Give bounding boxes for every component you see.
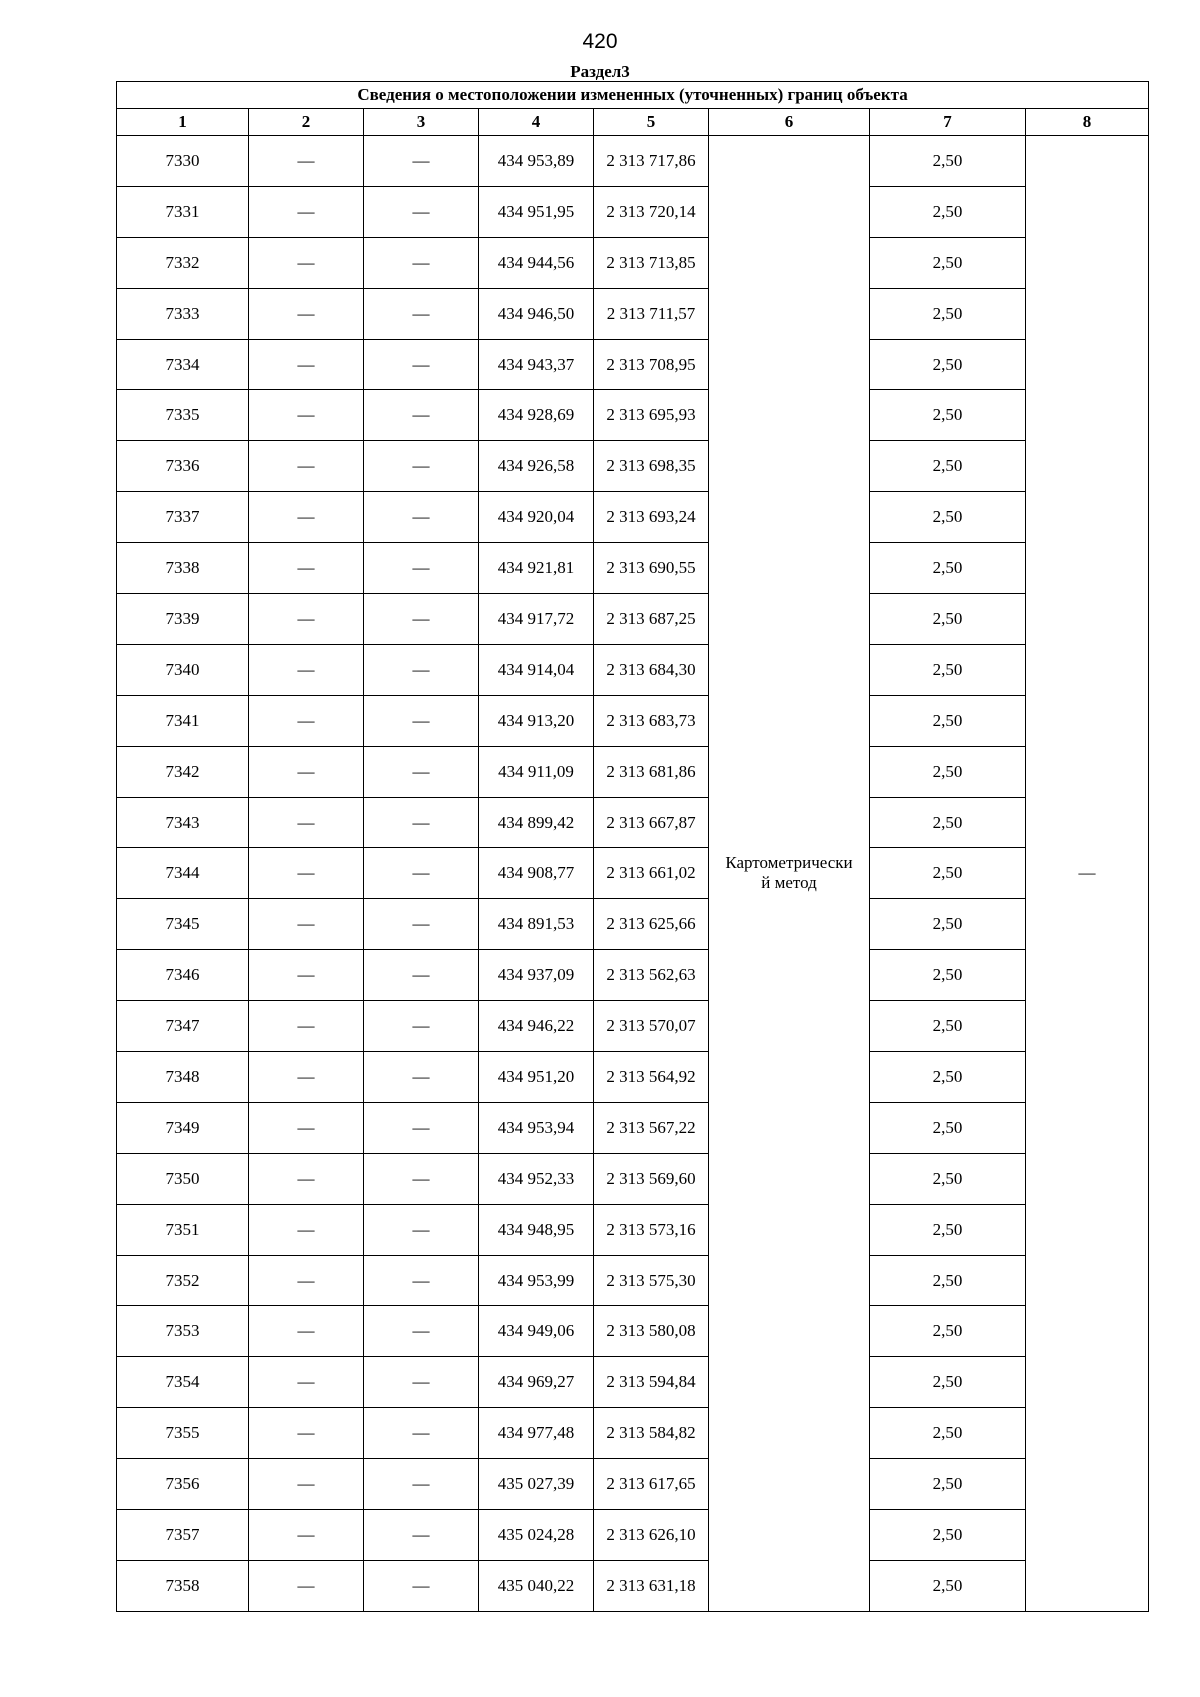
table-row: [117, 899, 1149, 950]
method-cell: [709, 136, 870, 1612]
col2-cell: —: [249, 1052, 364, 1103]
table-row: [117, 390, 1149, 441]
table-row: [117, 848, 1149, 899]
col3-cell: —: [364, 543, 479, 594]
table-row: [117, 1001, 1149, 1052]
table-row: [117, 543, 1149, 594]
y-coordinate-cell: 2 313 584,82: [594, 1408, 709, 1459]
accuracy-cell: 2,50: [870, 1001, 1026, 1052]
accuracy-cell: 2,50: [870, 1052, 1026, 1103]
column-header: 6: [709, 109, 870, 136]
point-number-cell: 7351: [117, 1204, 249, 1255]
col2-cell: —: [249, 492, 364, 543]
col2-cell: —: [249, 136, 364, 187]
col3-cell: —: [364, 441, 479, 492]
point-number-cell: 7347: [117, 1001, 249, 1052]
accuracy-cell: 2,50: [870, 1204, 1026, 1255]
col3-cell: —: [364, 1510, 479, 1561]
col2-cell: —: [249, 441, 364, 492]
accuracy-cell: 2,50: [870, 1255, 1026, 1306]
column-header: 2: [249, 109, 364, 136]
col2-cell: —: [249, 594, 364, 645]
col3-cell: —: [364, 950, 479, 1001]
accuracy-cell: 2,50: [870, 136, 1026, 187]
x-coordinate-cell: 434 891,53: [479, 899, 594, 950]
x-coordinate-cell: 434 926,58: [479, 441, 594, 492]
accuracy-cell: 2,50: [870, 1102, 1026, 1153]
point-number-cell: 7340: [117, 644, 249, 695]
x-coordinate-cell: 434 953,89: [479, 136, 594, 187]
accuracy-cell: 2,50: [870, 1560, 1026, 1611]
x-coordinate-cell: 434 899,42: [479, 797, 594, 848]
y-coordinate-cell: 2 313 695,93: [594, 390, 709, 441]
x-coordinate-cell: 434 908,77: [479, 848, 594, 899]
col2-cell: —: [249, 1459, 364, 1510]
y-coordinate-cell: 2 313 720,14: [594, 186, 709, 237]
accuracy-cell: 2,50: [870, 1510, 1026, 1561]
col2-cell: —: [249, 1001, 364, 1052]
accuracy-cell: 2,50: [870, 237, 1026, 288]
col3-cell: —: [364, 1255, 479, 1306]
y-coordinate-cell: 2 313 575,30: [594, 1255, 709, 1306]
table-row: [117, 339, 1149, 390]
table-row: [117, 186, 1149, 237]
table-row: [117, 136, 1149, 187]
table-row: [117, 1357, 1149, 1408]
col3-cell: —: [364, 1102, 479, 1153]
x-coordinate-cell: 434 951,20: [479, 1052, 594, 1103]
table-row: [117, 1102, 1149, 1153]
table-row: [117, 1408, 1149, 1459]
table-row: [117, 1153, 1149, 1204]
accuracy-cell: 2,50: [870, 848, 1026, 899]
table-row: [117, 695, 1149, 746]
col3-cell: —: [364, 237, 479, 288]
point-number-cell: 7338: [117, 543, 249, 594]
x-coordinate-cell: 434 953,99: [479, 1255, 594, 1306]
y-coordinate-cell: 2 313 564,92: [594, 1052, 709, 1103]
accuracy-cell: 2,50: [870, 339, 1026, 390]
col3-cell: —: [364, 136, 479, 187]
col2-cell: —: [249, 644, 364, 695]
x-coordinate-cell: 434 944,56: [479, 237, 594, 288]
col3-cell: —: [364, 644, 479, 695]
col3-cell: —: [364, 1560, 479, 1611]
col2-cell: —: [249, 339, 364, 390]
table-row: [117, 1052, 1149, 1103]
table-row: [117, 441, 1149, 492]
point-number-cell: 7341: [117, 695, 249, 746]
col2-cell: —: [249, 390, 364, 441]
x-coordinate-cell: 434 953,94: [479, 1102, 594, 1153]
table-row: [117, 1459, 1149, 1510]
col2-cell: —: [249, 899, 364, 950]
accuracy-cell: 2,50: [870, 644, 1026, 695]
col2-cell: —: [249, 1510, 364, 1561]
table-row: [117, 1204, 1149, 1255]
col3-cell: —: [364, 1204, 479, 1255]
accuracy-cell: 2,50: [870, 1408, 1026, 1459]
table-row: [117, 1306, 1149, 1357]
point-number-cell: 7354: [117, 1357, 249, 1408]
accuracy-cell: 2,50: [870, 390, 1026, 441]
table-row: [117, 797, 1149, 848]
y-coordinate-cell: 2 313 631,18: [594, 1560, 709, 1611]
table-caption: Сведения о местоположении измененных (уточненных) границ объекта: [117, 82, 1149, 109]
x-coordinate-cell: 434 943,37: [479, 339, 594, 390]
y-coordinate-cell: 2 313 690,55: [594, 543, 709, 594]
x-coordinate-cell: 434 977,48: [479, 1408, 594, 1459]
table-row: [117, 492, 1149, 543]
point-number-cell: 7356: [117, 1459, 249, 1510]
col3-cell: —: [364, 1357, 479, 1408]
accuracy-cell: 2,50: [870, 746, 1026, 797]
col3-cell: —: [364, 186, 479, 237]
col3-cell: —: [364, 695, 479, 746]
y-coordinate-cell: 2 313 693,24: [594, 492, 709, 543]
y-coordinate-cell: 2 313 661,02: [594, 848, 709, 899]
y-coordinate-cell: 2 313 717,86: [594, 136, 709, 187]
col2-cell: —: [249, 746, 364, 797]
col3-cell: —: [364, 746, 479, 797]
x-coordinate-cell: 434 920,04: [479, 492, 594, 543]
point-number-cell: 7344: [117, 848, 249, 899]
table-row: [117, 288, 1149, 339]
point-number-cell: 7357: [117, 1510, 249, 1561]
accuracy-cell: 2,50: [870, 594, 1026, 645]
accuracy-cell: 2,50: [870, 1357, 1026, 1408]
accuracy-cell: 2,50: [870, 1153, 1026, 1204]
col3-cell: —: [364, 288, 479, 339]
accuracy-cell: 2,50: [870, 950, 1026, 1001]
y-coordinate-cell: 2 313 569,60: [594, 1153, 709, 1204]
accuracy-cell: 2,50: [870, 899, 1026, 950]
accuracy-cell: 2,50: [870, 543, 1026, 594]
column-header: 3: [364, 109, 479, 136]
point-number-cell: 7346: [117, 950, 249, 1001]
y-coordinate-cell: 2 313 617,65: [594, 1459, 709, 1510]
point-number-cell: 7343: [117, 797, 249, 848]
col3-cell: —: [364, 1153, 479, 1204]
y-coordinate-cell: 2 313 713,85: [594, 237, 709, 288]
x-coordinate-cell: 434 946,50: [479, 288, 594, 339]
x-coordinate-cell: 435 027,39: [479, 1459, 594, 1510]
point-number-cell: 7349: [117, 1102, 249, 1153]
col3-cell: —: [364, 797, 479, 848]
point-number-cell: 7342: [117, 746, 249, 797]
y-coordinate-cell: 2 313 594,84: [594, 1357, 709, 1408]
point-number-cell: 7336: [117, 441, 249, 492]
column-header: 5: [594, 109, 709, 136]
x-coordinate-cell: 434 928,69: [479, 390, 594, 441]
table-row: [117, 237, 1149, 288]
col2-cell: —: [249, 1408, 364, 1459]
section-title: Раздел3: [570, 62, 630, 81]
x-coordinate-cell: 434 921,81: [479, 543, 594, 594]
x-coordinate-cell: 434 951,95: [479, 186, 594, 237]
accuracy-cell: 2,50: [870, 441, 1026, 492]
x-coordinate-cell: 434 952,33: [479, 1153, 594, 1204]
x-coordinate-cell: 434 946,22: [479, 1001, 594, 1052]
point-number-cell: 7333: [117, 288, 249, 339]
column-header: 1: [117, 109, 249, 136]
col2-cell: —: [249, 237, 364, 288]
point-number-cell: 7350: [117, 1153, 249, 1204]
point-number-cell: 7337: [117, 492, 249, 543]
y-coordinate-cell: 2 313 683,73: [594, 695, 709, 746]
table-row: [117, 950, 1149, 1001]
col2-cell: —: [249, 797, 364, 848]
col2-cell: —: [249, 950, 364, 1001]
point-number-cell: 7335: [117, 390, 249, 441]
col2-cell: —: [249, 1204, 364, 1255]
col2-cell: —: [249, 695, 364, 746]
table-row: [117, 594, 1149, 645]
col2-cell: —: [249, 848, 364, 899]
point-number-cell: 7332: [117, 237, 249, 288]
col3-cell: —: [364, 594, 479, 645]
y-coordinate-cell: 2 313 667,87: [594, 797, 709, 848]
method-line-2: й метод: [761, 873, 817, 893]
y-coordinate-cell: 2 313 580,08: [594, 1306, 709, 1357]
col2-cell: —: [249, 186, 364, 237]
col3-cell: —: [364, 492, 479, 543]
x-coordinate-cell: 434 913,20: [479, 695, 594, 746]
table-row: [117, 1510, 1149, 1561]
accuracy-cell: 2,50: [870, 1306, 1026, 1357]
point-number-cell: 7353: [117, 1306, 249, 1357]
col3-cell: —: [364, 1306, 479, 1357]
point-number-cell: 7355: [117, 1408, 249, 1459]
accuracy-cell: 2,50: [870, 797, 1026, 848]
coordinates-table: [116, 81, 1149, 1612]
x-coordinate-cell: 434 948,95: [479, 1204, 594, 1255]
col2-cell: —: [249, 288, 364, 339]
col2-cell: —: [249, 1102, 364, 1153]
point-number-cell: 7339: [117, 594, 249, 645]
col3-cell: —: [364, 1001, 479, 1052]
x-coordinate-cell: 434 911,09: [479, 746, 594, 797]
table-row: [117, 746, 1149, 797]
column-header: 8: [1026, 109, 1149, 136]
point-number-cell: 7334: [117, 339, 249, 390]
y-coordinate-cell: 2 313 570,07: [594, 1001, 709, 1052]
column-header: 7: [870, 109, 1026, 136]
point-number-cell: 7348: [117, 1052, 249, 1103]
point-number-cell: 7331: [117, 186, 249, 237]
y-coordinate-cell: 2 313 626,10: [594, 1510, 709, 1561]
x-coordinate-cell: 434 969,27: [479, 1357, 594, 1408]
point-number-cell: 7352: [117, 1255, 249, 1306]
x-coordinate-cell: 434 949,06: [479, 1306, 594, 1357]
y-coordinate-cell: 2 313 687,25: [594, 594, 709, 645]
accuracy-cell: 2,50: [870, 695, 1026, 746]
col2-cell: —: [249, 1560, 364, 1611]
y-coordinate-cell: 2 313 567,22: [594, 1102, 709, 1153]
accuracy-cell: 2,50: [870, 288, 1026, 339]
column-header: 4: [479, 109, 594, 136]
col3-cell: —: [364, 1459, 479, 1510]
x-coordinate-cell: 434 937,09: [479, 950, 594, 1001]
col3-cell: —: [364, 339, 479, 390]
table-row: [117, 1560, 1149, 1611]
y-coordinate-cell: 2 313 625,66: [594, 899, 709, 950]
col2-cell: —: [249, 1153, 364, 1204]
y-coordinate-cell: 2 313 681,86: [594, 746, 709, 797]
table-row: [117, 1255, 1149, 1306]
accuracy-cell: 2,50: [870, 492, 1026, 543]
x-coordinate-cell: 435 040,22: [479, 1560, 594, 1611]
y-coordinate-cell: 2 313 708,95: [594, 339, 709, 390]
page-number: 420: [582, 30, 618, 53]
point-number-cell: 7345: [117, 899, 249, 950]
col8-cell: —: [1026, 136, 1149, 1612]
accuracy-cell: 2,50: [870, 186, 1026, 237]
col3-cell: —: [364, 390, 479, 441]
col3-cell: —: [364, 848, 479, 899]
x-coordinate-cell: 434 917,72: [479, 594, 594, 645]
point-number-cell: 7358: [117, 1560, 249, 1611]
y-coordinate-cell: 2 313 684,30: [594, 644, 709, 695]
table-row: [117, 644, 1149, 695]
col2-cell: —: [249, 1255, 364, 1306]
column-number-row: [117, 109, 1149, 136]
point-number-cell: 7330: [117, 136, 249, 187]
col2-cell: —: [249, 1306, 364, 1357]
y-coordinate-cell: 2 313 573,16: [594, 1204, 709, 1255]
y-coordinate-cell: 2 313 562,63: [594, 950, 709, 1001]
col3-cell: —: [364, 899, 479, 950]
col2-cell: —: [249, 543, 364, 594]
y-coordinate-cell: 2 313 711,57: [594, 288, 709, 339]
x-coordinate-cell: 435 024,28: [479, 1510, 594, 1561]
col3-cell: —: [364, 1052, 479, 1103]
col2-cell: —: [249, 1357, 364, 1408]
accuracy-cell: 2,50: [870, 1459, 1026, 1510]
y-coordinate-cell: 2 313 698,35: [594, 441, 709, 492]
x-coordinate-cell: 434 914,04: [479, 644, 594, 695]
col3-cell: —: [364, 1408, 479, 1459]
method-line-1: Картометрически: [725, 853, 853, 873]
